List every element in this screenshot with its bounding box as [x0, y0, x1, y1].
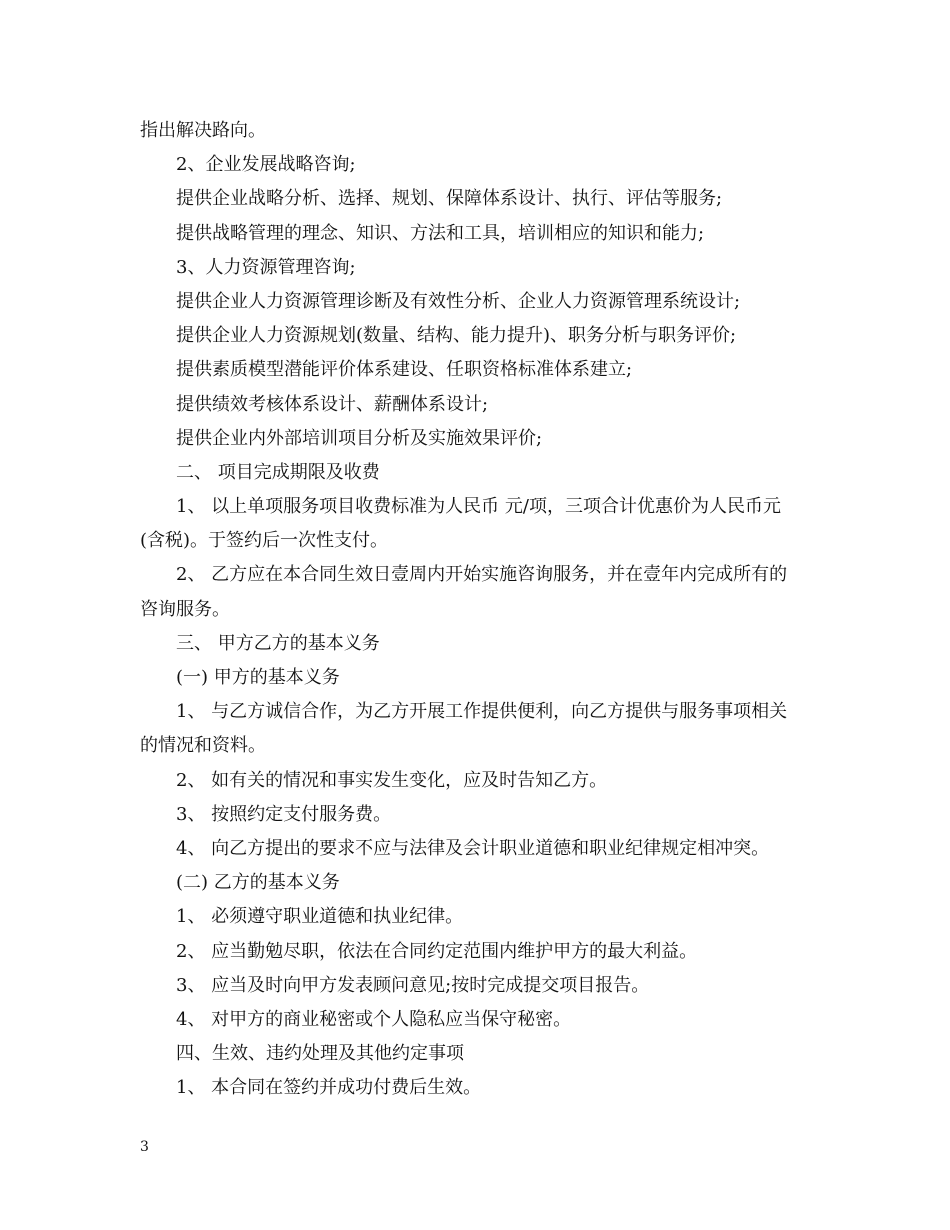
text-line: 指出解决路向。	[140, 120, 266, 141]
text-line: 的情况和资料。	[140, 735, 266, 757]
text-line: 1、 与乙方诚信合作，为乙方开展工作提供便利，向乙方提供与服务事项相关	[176, 701, 788, 723]
text-line: 提供战略管理的理念、知识、方法和工具，培训相应的知识和能力;	[176, 222, 705, 244]
section-heading: 四、生效、违约处理及其他约定事项	[176, 1043, 464, 1065]
text-line: 3、 按照约定支付服务费。	[176, 803, 392, 825]
text-line: 提供企业战略分析、选择、规划、保障体系设计、执行、评估等服务;	[176, 188, 723, 210]
section-item-heading: 3、人力资源管理咨询;	[176, 256, 356, 278]
text-line: 4、 向乙方提出的要求不应与法律及会计职业道德和职业纪律规定相冲突。	[176, 837, 770, 859]
text-line: 2、 乙方应在本合同生效日壹周内开始实施咨询服务，并在壹年内完成所有的	[176, 564, 788, 586]
text-line: 2、 如有关的情况和事实发生变化，应及时告知乙方。	[176, 769, 608, 791]
text-line: 咨询服务。	[140, 598, 230, 620]
text-line: 1、 本合同在签约并成功付费后生效。	[176, 1077, 482, 1099]
text-line: 提供绩效考核体系设计、薪酬体系设计;	[176, 393, 489, 415]
page-number: 3	[140, 1139, 149, 1155]
section-heading: 二、 项目完成期限及收费	[176, 461, 380, 483]
text-line: 提供企业人力资源管理诊断及有效性分析、企业人力资源管理系统设计;	[176, 290, 741, 312]
subsection-heading: (二) 乙方的基本义务	[176, 872, 340, 894]
section-heading: 三、 甲方乙方的基本义务	[176, 632, 380, 654]
text-line: 提供企业人力资源规划(数量、结构、能力提升)、职务分析与职务评价;	[176, 325, 737, 347]
text-line: 提供素质模型潜能评价体系建设、任职资格标准体系建立;	[176, 359, 633, 381]
text-line: 提供企业内外部培训项目分析及实施效果评价;	[176, 427, 543, 449]
document-body	[140, 114, 812, 1105]
section-item-heading: 2、企业发展战略咨询;	[176, 154, 356, 176]
text-line: (含税)。于签约后一次性支付。	[140, 530, 389, 552]
text-line: 3、 应当及时向甲方发表顾问意见;按时完成提交项目报告。	[176, 974, 650, 996]
subsection-heading: (一) 甲方的基本义务	[176, 667, 340, 688]
text-line: 4、 对甲方的商业秘密或个人隐私应当保守秘密。	[176, 1008, 572, 1030]
text-line: 1、 以上单项服务项目收费标准为人民币 元/项，三项合计优惠价为人民币元	[176, 496, 781, 518]
text-line: 2、 应当勤勉尽职，依法在合同约定范围内维护甲方的最大利益。	[176, 940, 698, 962]
text-line: 1、 必须遵守职业道德和执业纪律。	[176, 906, 464, 928]
